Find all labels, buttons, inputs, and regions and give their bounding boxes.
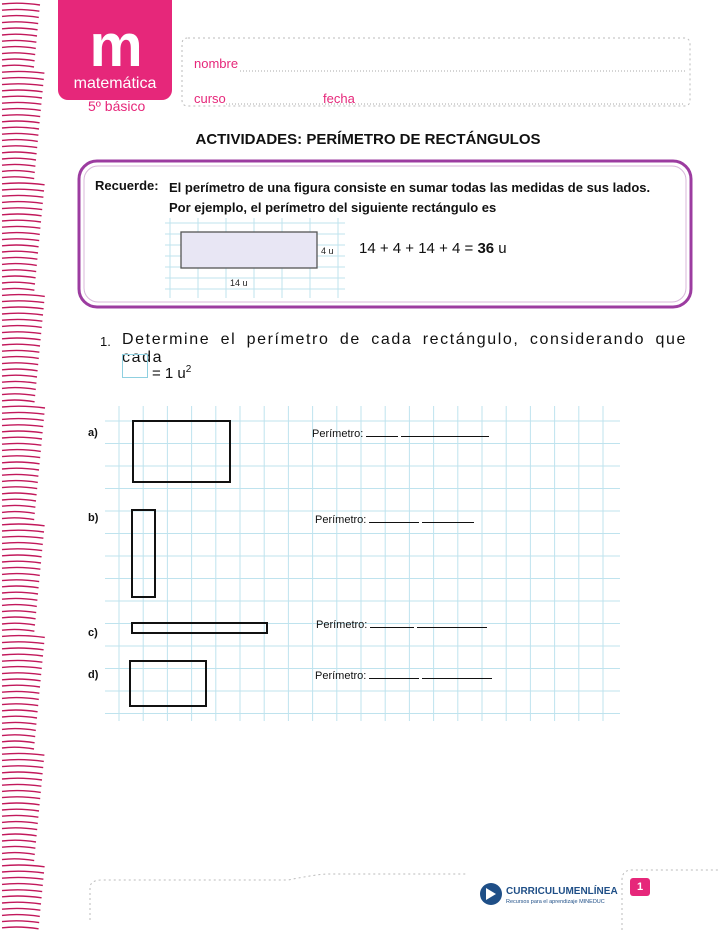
perimeter-c-label: Perímetro:	[316, 619, 368, 631]
reminder-text	[169, 178, 689, 218]
perimeter-c-blank-1[interactable]	[370, 617, 414, 628]
unit-square-icon	[122, 354, 148, 378]
item-label-b: b)	[88, 512, 99, 524]
example-rectangle-figure	[160, 218, 350, 298]
perimeter-d-label: Perímetro:	[315, 670, 367, 682]
footer-corner-frame	[620, 866, 720, 932]
reminder-line-1: El perímetro de una figura consiste en sumar todas las medidas de sus lados.	[169, 180, 651, 195]
page-number-badge: 1	[630, 878, 650, 896]
unit-equation-text: = 1 u	[152, 365, 186, 382]
subject-logo	[58, 0, 172, 100]
header-frame	[180, 36, 692, 108]
perimeter-c	[316, 617, 487, 631]
curriculum-logo	[478, 880, 628, 913]
equation-unit: u	[498, 240, 507, 257]
date-label: fecha	[323, 91, 355, 106]
rectangle-d	[130, 661, 206, 706]
reminder-label: Recuerde:	[95, 178, 159, 193]
unit-exponent: 2	[185, 364, 192, 375]
perimeter-b-blank-2[interactable]	[422, 512, 474, 523]
perimeter-d-blank-2[interactable]	[422, 668, 492, 679]
reminder-line-2: Por ejemplo, el perímetro del siguiente rectángulo es	[169, 200, 497, 215]
perimeter-a-blank-2[interactable]	[401, 426, 489, 437]
perimeter-c-blank-2[interactable]	[417, 617, 487, 628]
item-label-d: d)	[88, 669, 99, 681]
logo-subject: matemática	[73, 75, 157, 92]
name-label: nombre	[194, 56, 239, 71]
footer-tagline: Recursos para el aprendizaje MINEDUC	[506, 899, 605, 905]
example-equation	[359, 240, 507, 257]
equation-expression: 14 + 4 + 14 + 4 =	[359, 240, 474, 257]
perimeter-d-blank-1[interactable]	[369, 668, 419, 679]
perimeter-d	[315, 668, 492, 682]
rectangle-c	[132, 623, 267, 633]
perimeter-a	[312, 426, 489, 440]
question-number: 1.	[100, 334, 111, 349]
example-side-label: 4 u	[321, 246, 334, 256]
question-text: Determine el perímetro de cada rectángulo, considerando que cada	[122, 331, 687, 366]
unit-equation	[152, 364, 191, 382]
item-label-c: c)	[88, 627, 98, 639]
footer-frame	[88, 872, 468, 922]
curriculum-logo-mark	[478, 880, 628, 908]
course-label: curso	[194, 91, 226, 106]
perimeter-b-blank-1[interactable]	[369, 512, 419, 523]
equation-result: 36	[477, 240, 495, 257]
perimeter-b	[315, 512, 474, 526]
grade-label: 5º básico	[88, 98, 146, 114]
perimeter-b-label: Perímetro:	[315, 514, 367, 526]
perimeter-a-label: Perímetro:	[312, 428, 364, 440]
footer-brand: CURRICULUMENLÍNEA	[506, 886, 618, 897]
page-title: ACTIVIDADES: PERÍMETRO DE RECTÁNGULOS	[195, 131, 541, 148]
logo-letter: m	[89, 12, 141, 79]
perimeter-a-blank-1[interactable]	[366, 426, 398, 437]
example-bottom-label: 14 u	[230, 278, 248, 288]
example-rectangle	[181, 232, 317, 268]
item-label-a: a)	[88, 427, 98, 439]
